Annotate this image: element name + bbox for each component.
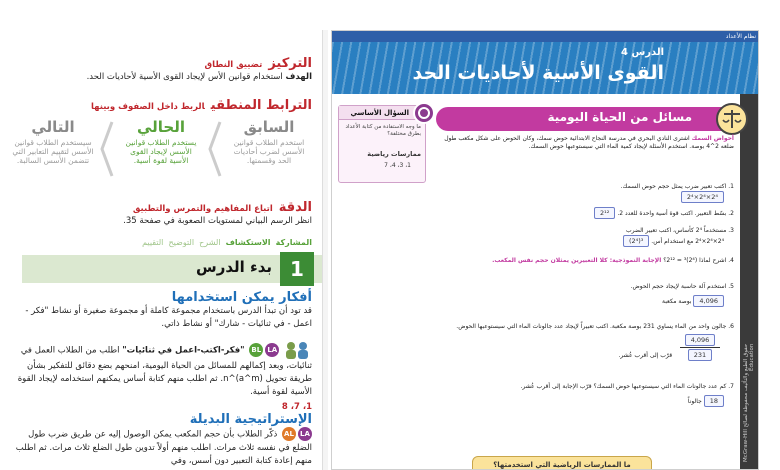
level-badge: LA (265, 343, 279, 357)
scale-icon (715, 102, 749, 136)
goal-label: الهدف (285, 72, 312, 82)
level-badge: LA (298, 427, 312, 441)
unit-bar (332, 31, 759, 42)
rigor-step: الاستكشاف (225, 238, 271, 247)
unit-label: نظام الأعداد (725, 33, 756, 40)
pairs-title: "فكر-اكتب-اعمل في ثنائيات" (122, 345, 245, 356)
copyright-text: حقوق الطبع والتأليف محفوظة لصالح McGraw-Hill Education (743, 344, 755, 463)
rigor-step: الشرح (199, 238, 221, 247)
question-text: اكتب تعبير ضرب يمثل حجم حوض السمك. (620, 183, 727, 190)
real-life-title: مسائل من الحياة اليومية (547, 110, 692, 124)
question-text: 2⁴×2⁴×2⁴ مع استخدام أس. (651, 238, 724, 245)
question-6: 6. جالون واحد من الماء يساوي 231 بوصة مكعبة. اكتب تعبيراً لإيجاد عدد جالونات الماء التي سيستوعبها الحوض. $\frac{4,096}{231}$ قرّب إلى أقرب عُشر. (456, 323, 734, 359)
current-title: الحالي (136, 118, 186, 136)
alt-strategy-section (10, 412, 312, 468)
question-3: 3. مستخدماً 2⁴ كأساس، اكتب تعبير الضرب 2⁴×2⁴×2⁴ مع استخدام أس. (2⁴)³ (432, 227, 734, 247)
teacher-notes-column (0, 0, 322, 470)
coherence-columns (8, 118, 314, 188)
answer-box: 18 (704, 395, 724, 407)
lesson-banner (332, 42, 759, 94)
real-life-header (436, 107, 728, 131)
rigor-step: المشاركة (275, 238, 312, 247)
question-4: 4. اشرح لماذا (2⁴)³ = 2¹²؟ الإجابة النموذجية: كلا التعبيرين يمثلان حجم نفس المكعب. (492, 257, 734, 264)
question-text: جالون واحد من الماء يساوي 231 بوصة مكعبة. اكتب تعبيراً لإيجاد عدد جالونات الماء التي سيستوعبها الحوض. (456, 323, 727, 330)
question-text: استخدم آلة حاسبة لإيجاد حجم الحوض. (630, 283, 727, 290)
question-text: بسّط التعبير. اكتب قوة أسية واحدة للعدد 2. (617, 210, 727, 217)
question-text: كم عدد جالونات الماء التي سيستوعبها حوض السمك؟ قرّب الإجابة إلى أقرب عُشر. (520, 383, 727, 390)
current-text: يستخدم الطلاب قوانين الأسس لإيجاد القوى الأسية لقوة أسية. (125, 138, 197, 165)
intro-paragraph (432, 135, 734, 151)
question-5: 5. استخدم آلة حاسبة لإيجاد حجم الحوض. 4,096 بوصة مكعبة (630, 283, 734, 305)
level-badge: BL (249, 343, 263, 357)
rigor-title: الدقة (278, 200, 312, 215)
previous-title: السابق (243, 118, 295, 136)
focus-section (10, 52, 312, 84)
question-text: مستخدماً 2⁴ كأساس، اكتب تعبير الضرب (625, 227, 727, 234)
fraction-denominator: 231 (688, 349, 712, 361)
alt-title: الإستراتيجية البديلة (189, 412, 312, 427)
rigor-subtitle: اتباع المفاهيم والتمرس والتطبيق (132, 204, 273, 214)
pairs-section (10, 340, 312, 414)
side-strip (740, 94, 758, 470)
chevron-left-icon (206, 120, 224, 178)
launch-number: 1 (280, 252, 314, 286)
next-text: سيستخدم الطلاب قوانين الأسس لتقييم التعابير التي تتضمن الأسس السالبة. (12, 138, 94, 165)
alt-text: ذكّر الطلاب بأن حجم المكعب يمكن الوصول إليه عن طريق ضرب طول الضلع في نفسه ثلاث مرات. اطلب منهم أولاً تدوين طول الضلع ثلاث مرات. ثم اطلب منهم إعادة كتابة التعبير دون أسس، وفي (15, 429, 312, 466)
rigor-step: التقييم (142, 238, 164, 247)
next-column (8, 118, 98, 188)
question-7: 7. كم عدد جالونات الماء التي سيستوعبها حوض السمك؟ قرّب الإجابة إلى أقرب عُشر. 18 جالوناً (520, 383, 734, 405)
rigor-step: التوضيح (168, 238, 195, 247)
answer-box: (2⁴)³ (623, 235, 649, 247)
answer-box: 2¹² (594, 207, 615, 219)
previous-column (224, 118, 314, 188)
coherence-title: الترابط المنطقي (210, 98, 312, 113)
answer-unit: جالوناً (687, 398, 702, 405)
question-text: اشرح لماذا (2⁴)³ = 2¹²؟ (663, 257, 727, 264)
coherence-subtitle: الربط داخل الصفوف وبينها (90, 102, 205, 112)
math-practices-prompt: ما الممارسات الرياضية التي استخدمتها؟ (472, 456, 652, 470)
chevron-left-icon (98, 120, 116, 178)
gutter (322, 30, 328, 470)
model-answer: الإجابة النموذجية: كلا التعبيرين يمثلان حجم نفس المكعب. (492, 257, 662, 264)
answer-box: 2⁴×2⁴×2⁴ (681, 191, 724, 203)
launch-title: بدء الدرس (196, 258, 272, 276)
focus-title: التركيز (268, 56, 312, 71)
math-practices-label: ممارسات رياضية (367, 150, 421, 158)
goal-text: استخدام قوانين الأس لإيجاد القوى الأسية لأحاديات الحد. (86, 72, 283, 82)
level-badge: AL (282, 427, 296, 441)
pairs-refs: 1، 7، 8 (281, 402, 312, 412)
essential-question-text: ما وجه الاستفادة من كتابة الأعداد بطرق مختلفة؟ (345, 124, 421, 137)
lesson-title: القوى الأسية لأحاديات الحد (412, 62, 664, 84)
ideas-section (10, 290, 312, 331)
focus-subtitle: تضييق النطاق (204, 60, 263, 70)
question-1: 1. اكتب تعبير ضرب يمثل حجم حوض السمك. 2⁴×2⁴×2⁴ (620, 183, 734, 201)
lesson-number: الدرس 4 (621, 47, 664, 58)
fraction-numerator: 4,096 (685, 334, 716, 346)
current-column (116, 118, 206, 188)
previous-text: استخدم الطلاب قوانين الأسس لضرب أحاديات الحد وقسمتها. (233, 138, 305, 165)
student-page (331, 30, 759, 470)
ideas-title: أفكار يمكن استخدامها (171, 290, 312, 305)
pairs-text: اطلب من الطلاب العمل في ثنائيات، وبعد إكمالهم للمسائل من الحياة اليومية، امنحهم بضع دقائق للتفكير بشأن طريقة تحويل (a^m)^n. ثم اطلب منهم كتابة أساس يمكنهم استخدامه لإيجاد القوة الأسية لقوة أسية. (17, 345, 312, 397)
next-title: التالي (31, 118, 75, 136)
math-practices-values: 1، 3، 4، 7 (384, 162, 411, 169)
ideas-text: قد تود أن تبدأ الدرس باستخدام مجموعة كاملة أو مجموعة صغيرة أو نشاط "فكر - اعمل - في ثنائيات - شارك" أو نشاط ذاتي. (25, 306, 312, 329)
students-pair-icon (282, 340, 312, 360)
rigor-text: انظر الرسم البياني لمستويات الصعوبة في صفحة 35. (123, 216, 312, 226)
answer-unit: بوصة مكعبة (662, 298, 692, 305)
intro-text: اشترى النادي البحري في مدرسة النجاح الابتدائية حوض سمك، وكان الحوض على شكل مكعب طول ضلعه 2^4 بوصة. استخدم الأسئلة لإيجاد كمية الماء التي سيستوعبها حوض السمك. (444, 135, 734, 150)
launch-band (0, 255, 322, 283)
answer-box: 4,096 (693, 295, 724, 307)
rigor-section (10, 196, 312, 247)
rigor-steps (10, 238, 312, 247)
round-note: قرّب إلى أقرب عُشر. (618, 352, 673, 359)
essential-question-title: السؤال الأساسي (339, 106, 425, 120)
essential-question-icon (413, 102, 435, 124)
question-2: 2. بسّط التعبير. اكتب قوة أسية واحدة للعدد 2. 2¹² (432, 207, 734, 219)
coherence-header (10, 94, 312, 113)
intro-label: أحواض السمك (691, 135, 734, 142)
